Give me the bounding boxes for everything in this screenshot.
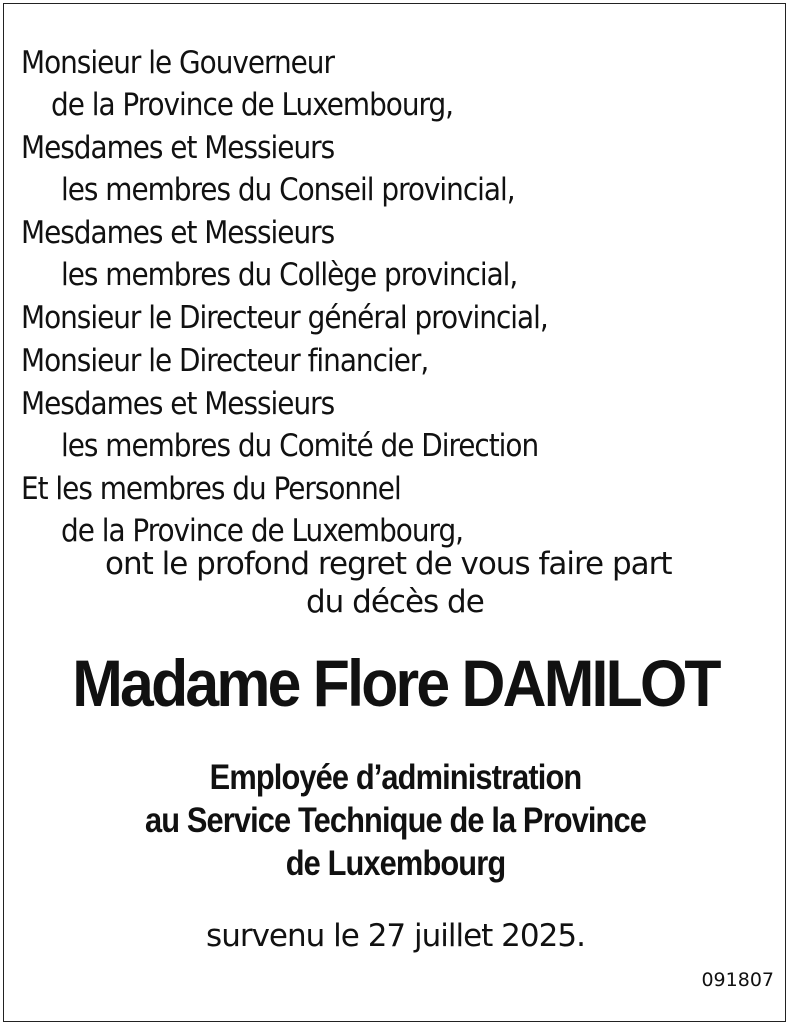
addressee-line: Et les membres du Personnel bbox=[21, 471, 401, 507]
addressee-line: Monsieur le Gouverneur bbox=[21, 45, 334, 81]
announcement-line-1: ont le profond regret de vous faire part bbox=[105, 546, 672, 582]
role-line-3: de Luxembourg bbox=[285, 844, 506, 883]
reference-number: 091807 bbox=[701, 969, 774, 991]
addressee-line: Mesdames et Messieurs bbox=[21, 215, 335, 251]
addressee-line: Mesdames et Messieurs bbox=[21, 130, 335, 166]
addressee-line: Mesdames et Messieurs bbox=[21, 386, 335, 422]
addressee-line: Monsieur le Directeur financier, bbox=[21, 343, 429, 379]
addressee-line: les membres du Comité de Direction bbox=[61, 428, 539, 464]
addressee-line: de la Province de Luxembourg, bbox=[51, 87, 454, 123]
deceased-role bbox=[0, 756, 791, 885]
addressee-list bbox=[21, 42, 781, 552]
role-line-1: Employée d’administration bbox=[209, 758, 582, 797]
announcement-line-2: du décès de bbox=[306, 584, 484, 620]
addressee-line: les membres du Conseil provincial, bbox=[61, 172, 515, 208]
role-line-2: au Service Technique de la Province bbox=[144, 801, 646, 840]
deceased-name: Madame Flore DAMILOT bbox=[72, 646, 719, 720]
addressee-line: de la Province de Luxembourg, bbox=[61, 513, 464, 549]
addressee-line: Monsieur le Directeur général provincial, bbox=[21, 300, 548, 336]
death-date: survenu le 27 juillet 2025. bbox=[206, 918, 585, 954]
addressee-line: les membres du Collège provincial, bbox=[61, 257, 518, 293]
